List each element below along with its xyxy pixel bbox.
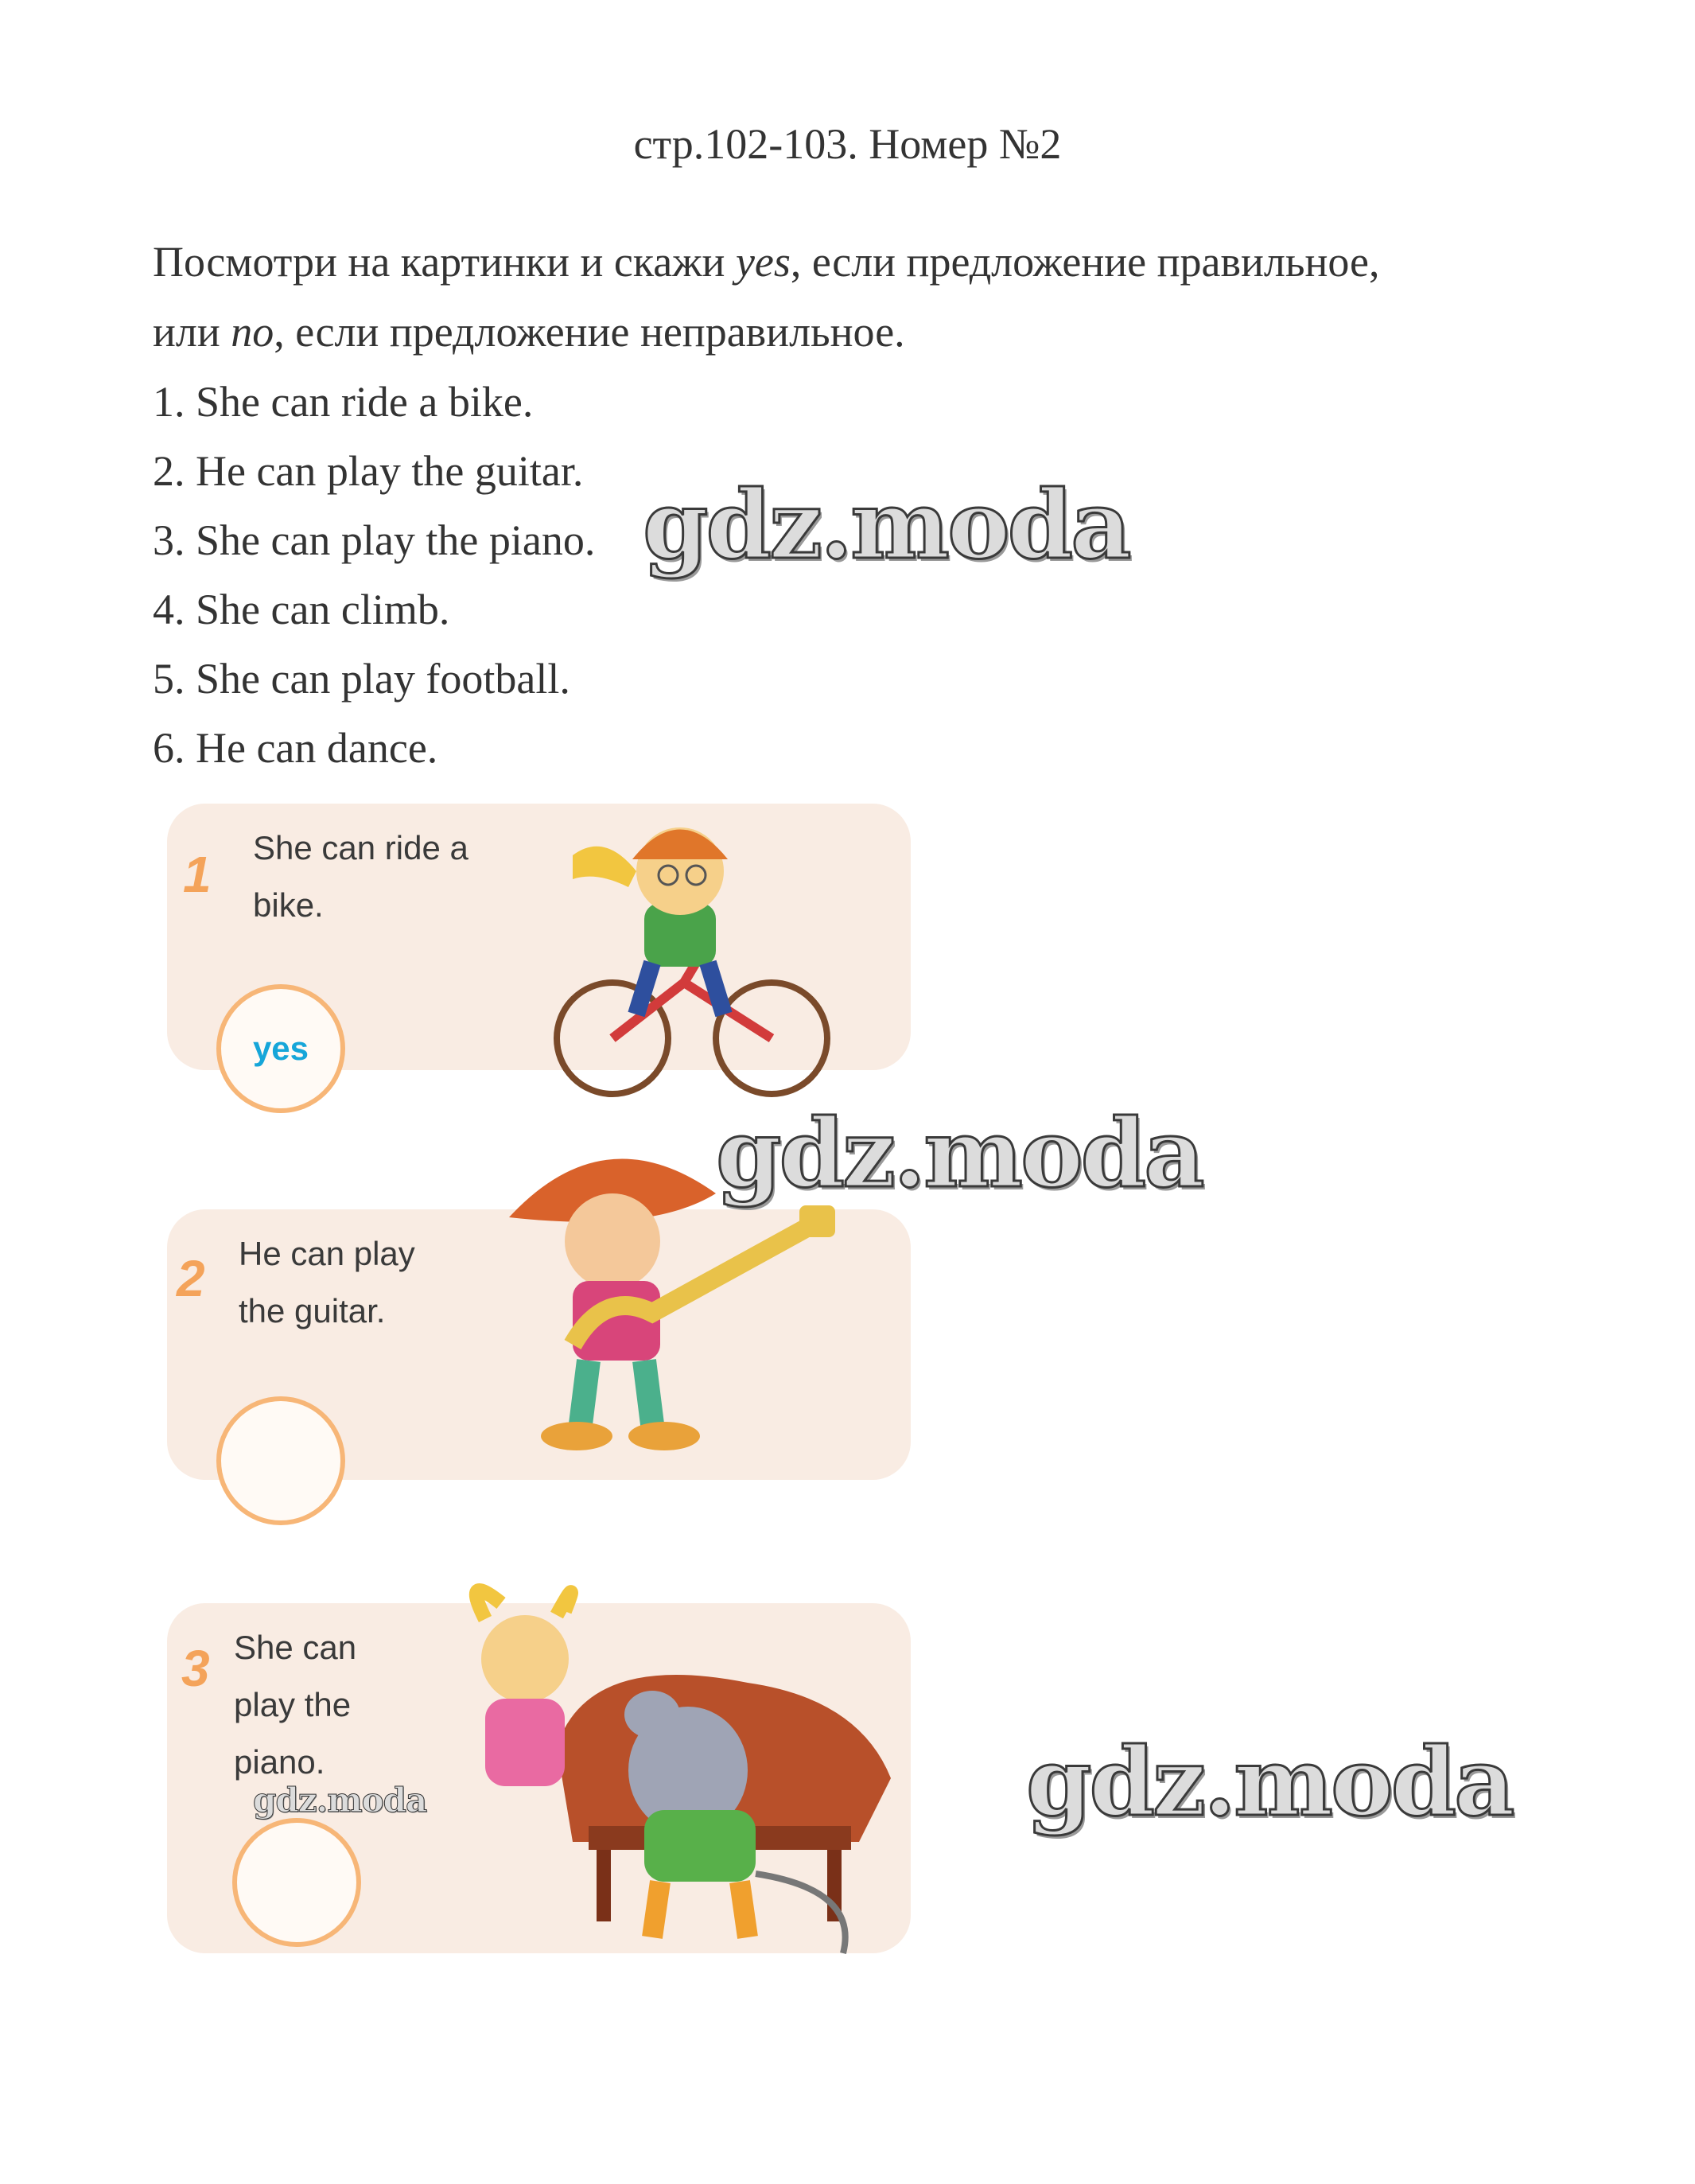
watermark: gdz.moda: [253, 1781, 427, 1820]
card-line: play the: [234, 1686, 352, 1723]
sentence-5: 5. She can play football.: [153, 655, 570, 703]
card-text: [234, 1619, 356, 1791]
watermark: gdz.moda: [643, 469, 1129, 580]
watermark: gdz.moda: [1026, 1727, 1513, 1837]
card-number: 2: [177, 1250, 205, 1307]
instruction-yes-word: yes: [735, 238, 791, 286]
answer-circle-3[interactable]: [232, 1818, 361, 1947]
watermark: gdz.moda: [716, 1098, 1203, 1209]
instruction-no-word: no: [231, 308, 274, 356]
sentence-1: 1. She can ride a bike.: [153, 378, 534, 426]
sentence-4: 4. She can climb.: [153, 586, 450, 633]
instruction-part4: , если предложение неправильное.: [274, 308, 905, 356]
card-line: piano.: [234, 1743, 325, 1781]
girl-riding-bike-illustration: [509, 784, 867, 1102]
card-line: He can play: [239, 1235, 415, 1272]
sentence-3: 3. She can play the piano.: [153, 516, 596, 564]
instruction-part1: Посмотри на картинки и скажи: [153, 238, 736, 286]
card-line: the guitar.: [239, 1292, 386, 1329]
sentence-6: 6. He can dance.: [153, 724, 438, 772]
page-title: стр.102-103. Номер №2: [633, 120, 1062, 168]
sentence-2: 2. He can play the guitar.: [153, 447, 584, 495]
card-line: She can: [234, 1629, 357, 1666]
card-text: [253, 819, 468, 934]
card-text: [239, 1225, 415, 1340]
card-number: 3: [181, 1640, 210, 1697]
card-number: 1: [183, 846, 212, 903]
card-line: bike.: [253, 886, 324, 924]
instruction-part3: или: [153, 308, 231, 356]
instruction-part2: , если предложение правильное,: [790, 238, 1380, 286]
instruction: [153, 227, 1569, 367]
answer-circle-1[interactable]: yes: [216, 984, 345, 1113]
answer-circle-2[interactable]: [216, 1396, 345, 1525]
card-line: She can ride a: [253, 829, 468, 866]
girl-and-mouse-at-piano-illustration: [414, 1571, 907, 1961]
